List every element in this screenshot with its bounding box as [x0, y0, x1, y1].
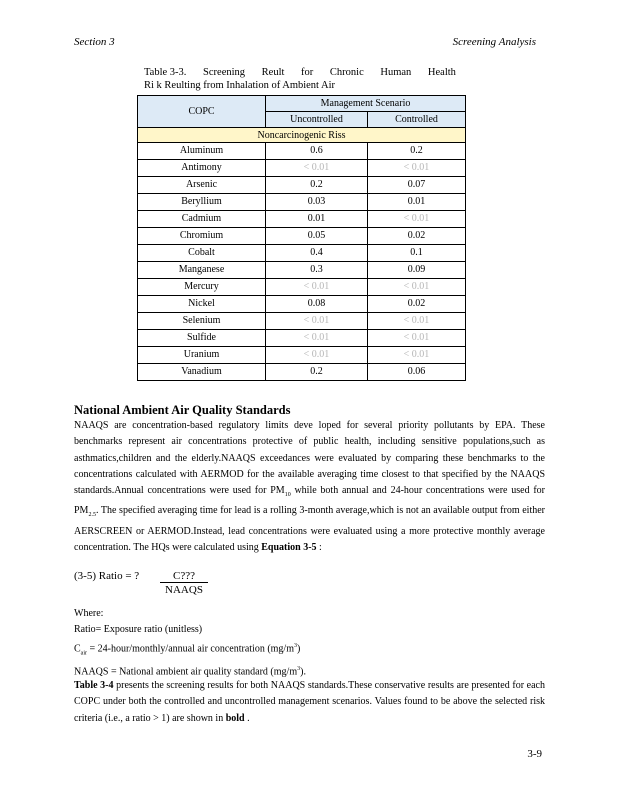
- cell-controlled: 0.07: [368, 177, 466, 194]
- cell-uncontrolled: 0.2: [266, 364, 368, 381]
- management-scenario-header: Management Scenario: [266, 96, 466, 112]
- cell-uncontrolled: 0.03: [266, 194, 368, 211]
- table-row: [138, 262, 466, 279]
- cell-uncontrolled: < 0.01: [266, 279, 368, 296]
- cell-copc: Manganese: [138, 262, 266, 279]
- cell-controlled: 0.02: [368, 228, 466, 245]
- cell-copc: Antimony: [138, 160, 266, 177]
- cell-uncontrolled: 0.05: [266, 228, 368, 245]
- table-row: [138, 330, 466, 347]
- equation-lhs: Ratio = ?: [98, 570, 140, 582]
- table-row: [138, 160, 466, 177]
- cell-uncontrolled: 0.3: [266, 262, 368, 279]
- cell-copc: Vanadium: [138, 364, 266, 381]
- section-title: National Ambient Air Quality Standards: [74, 403, 291, 417]
- cell-copc: Sulfide: [138, 330, 266, 347]
- naaqs-paragraph: [74, 418, 545, 556]
- cell-controlled: 0.09: [368, 262, 466, 279]
- table-row: [138, 177, 466, 194]
- equation-fraction: [160, 570, 208, 596]
- cell-copc: Mercury: [138, 279, 266, 296]
- equation-3-5: [74, 570, 203, 596]
- cell-copc: Beryllium: [138, 194, 266, 211]
- air-subscript: air: [80, 650, 87, 657]
- where-block: [74, 606, 306, 681]
- cell-copc: Uranium: [138, 347, 266, 364]
- page-number: 3-9: [527, 748, 542, 760]
- where-ratio-def: Ratio= Exposure ratio (unitless): [74, 624, 203, 635]
- table-row: [138, 211, 466, 228]
- cell-uncontrolled: < 0.01: [266, 160, 368, 177]
- cell-controlled: 0.2: [368, 143, 466, 160]
- para-text: . The specified averaging time for lead is a rolling 3-month average,which is not an available output from either AERSCREEN or AERMOD.Instead, lead concentrations were evaluated using a more protective monthly average concentration. The HQs were calculated using: [74, 505, 545, 554]
- caption-label: Table 3-3.: [144, 67, 187, 78]
- cell-controlled: 0.1: [368, 245, 466, 262]
- results-paragraph: [74, 678, 545, 727]
- where-cair-def: [74, 638, 306, 661]
- equation-numerator: C???: [173, 570, 195, 582]
- uncontrolled-header: Uncontrolled: [266, 112, 368, 128]
- cell-copc: Chromium: [138, 228, 266, 245]
- equation-denominator: NAAQS: [160, 582, 208, 596]
- equation-reference: Equation 3-5: [261, 542, 317, 554]
- cell-controlled: < 0.01: [368, 330, 466, 347]
- cell-controlled: 0.06: [368, 364, 466, 381]
- def-text: = 24-hour/monthly/annual air concentration (mg/m: [87, 643, 294, 655]
- cell-controlled: 0.01: [368, 194, 466, 211]
- cell-uncontrolled: 0.08: [266, 296, 368, 313]
- cell-copc: Cadmium: [138, 211, 266, 228]
- table-row: [138, 245, 466, 262]
- caption-word: Reult: [261, 67, 285, 78]
- cell-controlled: < 0.01: [368, 160, 466, 177]
- cell-controlled: < 0.01: [368, 211, 466, 228]
- cell-controlled: < 0.01: [368, 347, 466, 364]
- cell-copc: Arsenic: [138, 177, 266, 194]
- cell-uncontrolled: < 0.01: [266, 347, 368, 364]
- cell-controlled: 0.02: [368, 296, 466, 313]
- pm10-subscript: 10: [284, 492, 291, 499]
- caption-word: Screening: [203, 67, 246, 78]
- noncarcinogenic-section-label: Noncarcinogenic Riss: [138, 128, 466, 143]
- table-reference: Table 3-4: [74, 680, 114, 691]
- cell-uncontrolled: < 0.01: [266, 330, 368, 347]
- table-row: [138, 279, 466, 296]
- copc-header: COPC: [138, 96, 266, 128]
- cell-uncontrolled: 0.6: [266, 143, 368, 160]
- cell-uncontrolled: 0.4: [266, 245, 368, 262]
- controlled-header: Controlled: [368, 112, 466, 128]
- table-row: [138, 143, 466, 160]
- cell-copc: Selenium: [138, 313, 266, 330]
- caption-word: Chronic: [329, 67, 364, 78]
- caption-line-2: Ri k Reulting from Inhalation of Ambient Air: [144, 80, 336, 91]
- def-text: ): [296, 643, 301, 655]
- risk-table: [137, 95, 466, 381]
- caption-word: for: [301, 67, 314, 78]
- where-title: Where:: [74, 608, 104, 619]
- table-row: [138, 296, 466, 313]
- pm25-subscript: 2.5: [88, 512, 96, 519]
- para-text: NAAQS are concentration-based regulatory limits deve loped for several priority pollutants by EPA. These benchmarks represent air concentrations protective of public health, including sensitive populations,such as asthmatics,children and the elderly.NAAQS exceedances were evaluated by comparing these benchmarks to the concentrations calculated with AERMOD for the available averaging time closest to that specified by the NAAQS standards.Annual concentrations were used for PM: [74, 420, 545, 497]
- table-row: [138, 194, 466, 211]
- table-row: [138, 364, 466, 381]
- cell-copc: Nickel: [138, 296, 266, 313]
- para-text: .: [244, 712, 250, 724]
- cell-controlled: < 0.01: [368, 279, 466, 296]
- table-body: [138, 143, 466, 381]
- caption-word: Human: [380, 67, 412, 78]
- cell-uncontrolled: 0.2: [266, 177, 368, 194]
- cell-controlled: < 0.01: [368, 313, 466, 330]
- cubed-superscript: 3: [293, 643, 297, 649]
- running-header-section: Section 3: [74, 36, 115, 48]
- def-text: C: [74, 643, 81, 655]
- table-row: [138, 313, 466, 330]
- cell-copc: Aluminum: [138, 143, 266, 160]
- equation-label: (3-5): [74, 570, 96, 582]
- cell-uncontrolled: 0.01: [266, 211, 368, 228]
- def-text: NAAQS = National ambient air quality standard (mg/m: [74, 666, 298, 678]
- table-row: [138, 228, 466, 245]
- para-text: while both annual and 24-hour concentrations were used for PM: [74, 485, 545, 517]
- cubed-superscript: 3: [297, 666, 301, 673]
- bold-word: bold: [225, 712, 245, 724]
- cell-uncontrolled: < 0.01: [266, 313, 368, 330]
- table-row: [138, 347, 466, 364]
- para-text: :: [316, 542, 322, 554]
- running-header-title: Screening Analysis: [452, 36, 536, 48]
- table-caption: [144, 66, 456, 92]
- caption-word: Health: [427, 67, 456, 78]
- def-text: ).: [300, 666, 306, 678]
- para-text: presents the screening results for both NAAQS standards.These conservative results are presented for each COPC under both the controlled and uncontrolled management scenarios. Values found to be above the selected risk criteria (i.e., a ratio > 1) are shown in: [74, 680, 545, 724]
- cell-copc: Cobalt: [138, 245, 266, 262]
